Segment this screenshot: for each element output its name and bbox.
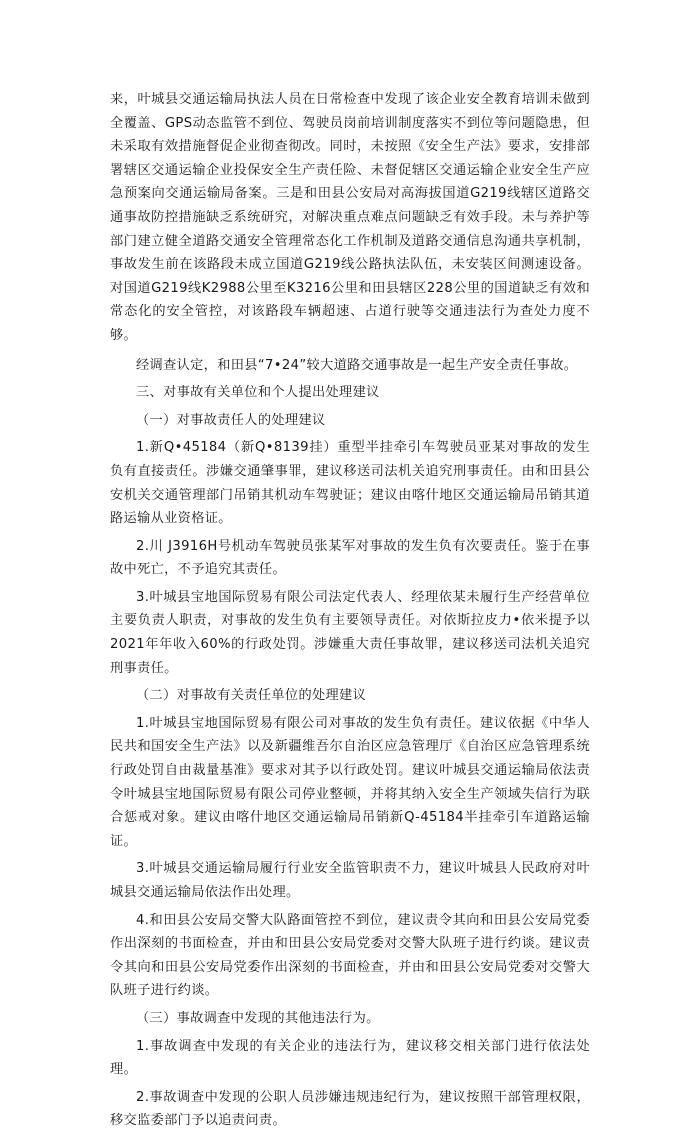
subsection-heading-3: （三）事故调查中发现的其他违法行为。 bbox=[136, 1010, 380, 1026]
other-violation-2: 2.事故调查中发现的公职人员涉嫌违规违纪行为，建议按照干部管理权限，移交监委部门予以追责问责。 bbox=[110, 1089, 590, 1129]
other-violation-1: 1.事故调查中发现的有关企业的违法行为，建议移交相关部门进行依法处理。 bbox=[110, 1038, 590, 1078]
section-heading-3: 三、对事故有关单位和个人提出处理建议 bbox=[136, 385, 380, 401]
recommendation-unit-3: 3.叶城县交通运输局履行行业安全监管职责不力，建议叶城县人民政府对叶城县交通运输局依法作出处理。 bbox=[110, 861, 590, 900]
recommendation-person-2: 2.川 J3916H号机动车驾驶员张某军对事故的发生负有次要责任。鉴于在事故中死亡，不予追究其责任。 bbox=[110, 538, 590, 578]
recommendation-unit-4: 4.和田县公安局交警大队路面管控不到位，建议责令其向和田县公安局党委作出深刻的书面检查，并由和田县公安局党委对交警大队班子进行约谈。建议责令其向和田县公安局党委作出深刻的书面检查，并由和田县公安局党委对交警大队班子进行约谈。 bbox=[110, 912, 590, 999]
recommendation-person-3: 3.叶城县宝地国际贸易有限公司法定代表人、经理依某未履行生产经营单位主要负责人职责，对事故的发生负有主要领导责任。对依斯拉皮力•依米提予以2021年年收入60%的行政处罚。涉嫌重大责任事故罪，建议移送司法机关追究刑事责任。 bbox=[110, 589, 590, 676]
recommendation-person-1: 1.新Q•45184（新Q•8139挂）重型半挂牵引车驾驶员亚某对事故的发生负有直接责任。涉嫌交通肇事罪，建议移送司法机关追究刑事责任。由和田县公安机关交通管理部门吊销其机动车驾驶证；建议由喀什地区交通运输局吊销其道路运输从业资格证。 bbox=[110, 440, 590, 527]
paragraph-conclusion: 经调查认定，和田县“7•24”较大道路交通事故是一起生产安全责任事故。 bbox=[136, 357, 578, 373]
recommendation-unit-1: 1.叶城县宝地国际贸易有限公司对事故的发生负有责任。建议依据《中华人民共和国安全生产法》以及新疆维吾尔自治区应急管理厅《自治区应急管理系统行政处罚自由裁量基准》要求对其予以行政处罚。建议叶城县交通运输局依法责令叶城县宝地国际贸易有限公司停业整顿，并将其纳入安全生产领域失信行为联合惩戒对象。建议由喀什地区交通运输局吊销新Q-45184半挂牵引车道路运输证。 bbox=[110, 715, 590, 849]
paragraph-investigation-findings: 来，叶城县交通运输局执法人员在日常检查中发现了该企业安全教育培训未做到全覆盖、GPS动态监管不到位、驾驶员岗前培训制度落实不到位等问题隐患，但未采取有效措施督促企业彻查彻改。同时，未按照《安全生产法》要求，安排部署辖区交通运输企业投保安全生产责任险、未督促辖区交通运输企业安全生产应急预案向交通运输局备案。三是和田县公安局对高海拔国道G219线辖区道路交通事故防控措施缺乏系统研究，对解决重点难点问题缺乏有效手段。未与养护等部门建立健全道路交通安全管理常态化工作机制及道路交通信息沟通共享机制，事故发生前在该路段未成立国道G219线公路执法队伍，未安装区间测速设备。对国道G219线K2988公里至K3216公里和田县辖区228公里的国道缺乏有效和常态化的安全管控，对该路段车辆超速、占道行驶等交通违法行为查处力度不够。 bbox=[110, 92, 590, 343]
subsection-heading-2: （二）对事故有关责任单位的处理建议 bbox=[136, 688, 367, 704]
subsection-heading-1: （一）对事故责任人的处理建议 bbox=[136, 412, 326, 428]
